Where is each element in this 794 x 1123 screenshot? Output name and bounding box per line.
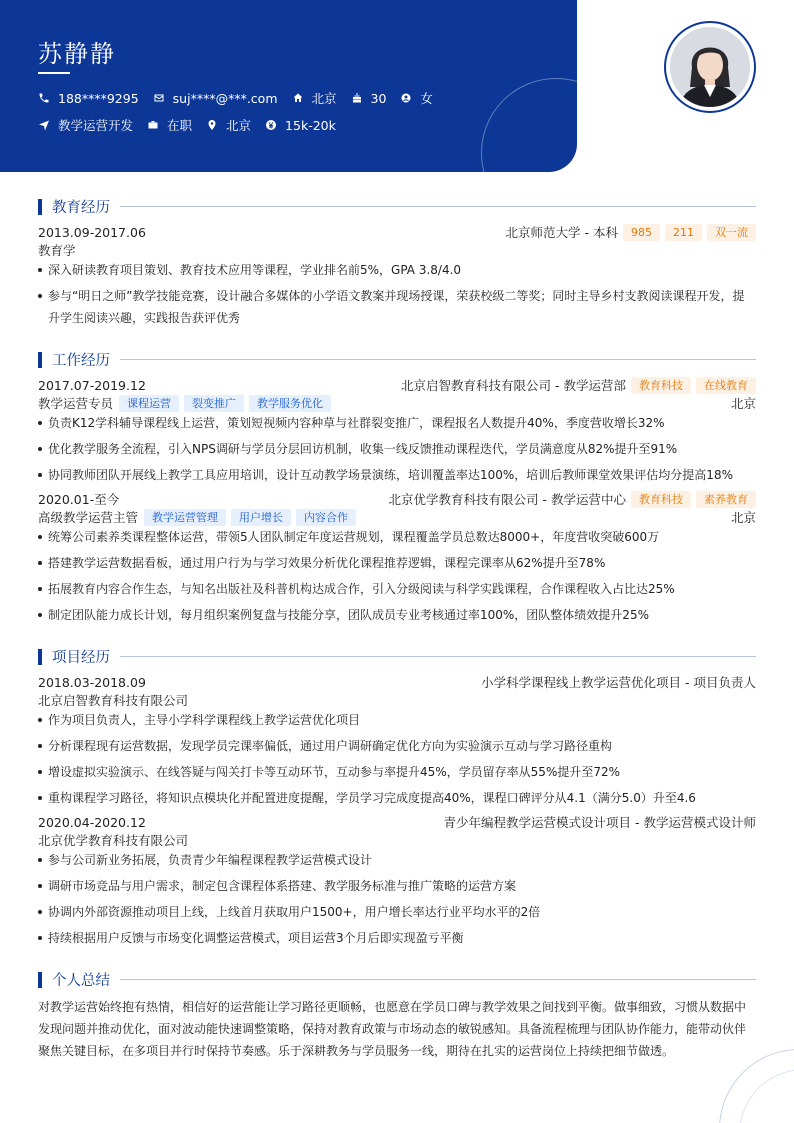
email-address: suj****@***.com <box>172 90 278 106</box>
send-icon <box>38 119 50 131</box>
section-divider <box>120 656 756 657</box>
work-role-row <box>38 508 756 526</box>
role-tag: 教学运营管理 <box>144 509 226 526</box>
gender-info <box>400 89 433 107</box>
project-bullets <box>38 849 756 949</box>
gender: 女 <box>420 91 433 106</box>
company-tag: 素养教育 <box>696 491 756 508</box>
city-info <box>206 116 251 134</box>
list-item: 搭建教学运营数据看板，通过用户行为与学习效果分析优化课程推荐逻辑，课程完课率从62%提升至78% <box>38 552 756 574</box>
salary-info <box>265 118 336 133</box>
project-title: 青少年编程教学运营模式设计项目 - 教学运营模式设计师 <box>443 815 756 830</box>
age: 30 <box>370 90 387 106</box>
briefcase-icon <box>147 119 159 131</box>
hometown-info <box>292 89 337 107</box>
phone-info <box>38 91 139 106</box>
section-divider <box>120 359 756 360</box>
list-item: 拓展教育内容合作生态，与知名出版社及科普机构达成合作，引入分级阅读与科学实践课程，合作课程收入占比达25% <box>38 578 756 600</box>
work-role: 教学运营专员 <box>38 396 114 411</box>
gender-icon <box>400 92 412 104</box>
hometown: 北京 <box>311 91 337 106</box>
section-heading: 项目经历 <box>52 650 110 666</box>
list-item: 重构课程学习路径，将知识点模块化并配置进度提醒，学员学习完成度提高40%，课程口碑评分从4.1（满分5.0）升至4.6 <box>38 787 756 809</box>
work-company: 北京启智教育科技有限公司 - 教学运营部 <box>401 378 626 393</box>
header-decoration-circle <box>481 78 577 172</box>
summary-text: 对教学运营始终抱有热情，相信好的运营能让学习路径更顺畅，也愿意在学员口碑与教学效果之间找到平衡。做事细致，习惯从数据中发现问题并推动优化，面对波动能快速调整策略，保持对教育政策与市场动态的敏锐感知。具备流程梳理与团队协作能力，能带动伙伴聚焦关键目标，在多项目并行时保持节奏感。乐于深耕教务与学员服务一线，期待在扎实的运营岗位上持续把细节做透。 <box>38 1000 747 1058</box>
role-tag: 裂变推广 <box>184 395 244 412</box>
project-title: 小学科学课程线上教学运营优化项目 - 项目负责人 <box>481 675 756 690</box>
project-bullets <box>38 709 756 809</box>
portrait-photo <box>670 27 750 107</box>
company-tag: 在线教育 <box>696 377 756 394</box>
work-date: 2017.07-2019.12 <box>38 377 146 393</box>
project-header-row <box>38 673 756 691</box>
expected-salary: 15k-20k <box>285 117 336 133</box>
list-item: 优化教学服务全流程，引入NPS调研与学员分层回访机制，收集一线反馈推动课程迭代，学员满意度从82%提升至91% <box>38 438 756 460</box>
work-bullets <box>38 526 756 626</box>
role-tag: 课程运营 <box>119 395 179 412</box>
education-major: 教育学 <box>38 243 76 258</box>
mail-icon <box>153 92 165 104</box>
education-date: 2013.09-2017.06 <box>38 224 146 240</box>
section-heading: 工作经历 <box>52 353 110 369</box>
home-icon <box>292 92 304 104</box>
list-item: 统筹公司素养类课程整体运营，带领5人团队制定年度运营规划，课程覆盖学员总数达8000+，年度营收突破600万 <box>38 526 756 548</box>
section-marker <box>38 199 42 215</box>
education-header-row <box>38 223 756 241</box>
job-target-info <box>38 116 133 134</box>
list-item: 增设虚拟实验演示、在线答疑与闯关打卡等互动环节，互动参与率提升45%，学员留存率从55%提升至72% <box>38 761 756 783</box>
section-projects-title <box>38 646 756 667</box>
project-company: 北京优学教育科技有限公司 <box>38 833 189 848</box>
work-role-row <box>38 394 756 412</box>
name-underline <box>38 72 70 74</box>
list-item: 协调内外部资源推动项目上线，上线首月获取用户1500+，用户增长率达行业平均水平的2倍 <box>38 901 756 923</box>
role-tag: 内容合作 <box>296 509 356 526</box>
list-item: 制定团队能力成长计划，每月组织案例复盘与技能分享，团队成员专业考核通过率100%，团队整体绩效提升25% <box>38 604 756 626</box>
work-date: 2020.01-至今 <box>38 492 120 507</box>
work-role: 高级教学运营主管 <box>38 510 139 525</box>
project-company: 北京启智教育科技有限公司 <box>38 693 189 708</box>
list-item: 分析课程现有运营数据，发现学员完课率偏低，通过用户调研确定优化方向为实验演示互动与学习路径重构 <box>38 735 756 757</box>
work-location: 北京 <box>730 510 756 525</box>
section-heading: 个人总结 <box>52 973 110 989</box>
section-education-title <box>38 196 756 217</box>
work-bullets <box>38 412 756 486</box>
role-tag: 教学服务优化 <box>249 395 331 412</box>
work-header-row <box>38 490 756 508</box>
list-item: 作为项目负责人，主导小学科学课程线上教学运营优化项目 <box>38 709 756 731</box>
avatar <box>670 27 750 107</box>
candidate-name: 苏静静 <box>38 40 116 68</box>
contact-info-row <box>38 89 447 107</box>
header-banner <box>0 0 577 172</box>
school-tag: 211 <box>665 224 702 241</box>
phone-number: 188****9295 <box>58 90 139 106</box>
section-summary-title <box>38 969 756 990</box>
education-bullets <box>38 259 756 329</box>
section-heading: 教育经历 <box>52 200 110 216</box>
school-tag: 双一流 <box>707 224 756 241</box>
education-school: 北京师范大学 - 本科 <box>505 225 618 240</box>
avatar-frame <box>664 21 756 113</box>
location-pin-icon <box>206 119 218 131</box>
money-icon <box>265 119 277 131</box>
phone-icon <box>38 92 50 104</box>
work-location: 北京 <box>730 396 756 411</box>
age-info <box>351 91 387 106</box>
section-marker <box>38 972 42 988</box>
job-target: 教学运营开发 <box>58 118 134 133</box>
list-item: 负责K12学科辅导课程线上运营，策划短视频内容种草与社群裂变推广，课程报名人数提升40%，季度营收增长32% <box>38 412 756 434</box>
project-date: 2020.04-2020.12 <box>38 814 146 830</box>
list-item: 参与公司新业务拓展，负责青少年编程课程教学运营模式设计 <box>38 849 756 871</box>
list-item: 深入研读教育项目策划、教育技术应用等课程，学业排名前5%，GPA 3.8/4.0 <box>38 259 756 281</box>
section-divider <box>120 979 756 980</box>
project-date: 2018.03-2018.09 <box>38 674 146 690</box>
list-item: 协同教师团队开展线上教学工具应用培训，设计互动教学场景演练，培训覆盖率达100%，培训后教师课堂效果评估均分提高18% <box>38 464 756 486</box>
work-company: 北京优学教育科技有限公司 - 教学运营中心 <box>388 492 626 507</box>
job-info-row <box>38 116 350 134</box>
section-marker <box>38 352 42 368</box>
project-header-row <box>38 813 756 831</box>
section-marker <box>38 649 42 665</box>
cake-icon <box>351 92 363 104</box>
list-item: 调研市场竞品与用户需求，制定包含课程体系搭建、教学服务标准与推广策略的运营方案 <box>38 875 756 897</box>
target-city: 北京 <box>226 118 252 133</box>
list-item: 参与“明日之师”教学技能竞赛，设计融合多媒体的小学语文教案并现场授课，荣获校级二等奖；同时主导乡村支教阅读课程开发，提升学生阅读兴趣，实践报告获评优秀 <box>38 285 756 329</box>
work-header-row <box>38 376 756 394</box>
list-item: 持续根据用户反馈与市场变化调整运营模式，项目运营3个月后即实现盈亏平衡 <box>38 927 756 949</box>
section-work-title <box>38 349 756 370</box>
school-tag: 985 <box>623 224 660 241</box>
employment-status: 在职 <box>167 118 193 133</box>
status-info <box>147 116 192 134</box>
email-info <box>153 91 278 106</box>
role-tag: 用户增长 <box>231 509 291 526</box>
company-tag: 教育科技 <box>631 491 691 508</box>
section-divider <box>120 206 756 207</box>
company-tag: 教育科技 <box>631 377 691 394</box>
